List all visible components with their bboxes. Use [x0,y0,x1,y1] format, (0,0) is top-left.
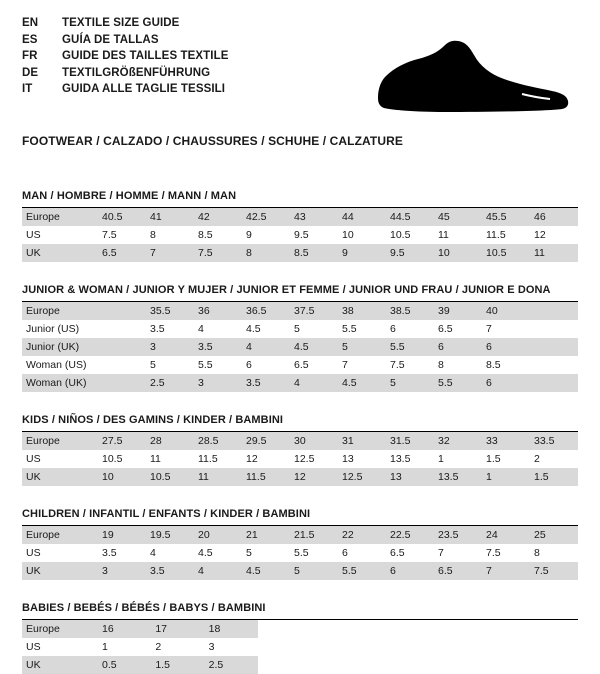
size-cell: 6 [386,562,434,580]
size-cell: 28 [146,432,194,450]
row-label: Europe [22,208,98,226]
table-row [22,338,578,356]
size-cell: 4 [194,562,242,580]
size-cell: 6.5 [98,244,146,262]
table-row [22,320,578,338]
row-label: UK [22,468,98,486]
size-cell: 44.5 [386,208,434,226]
language-title: GUIDA ALLE TAGLIE TESSILI [62,83,226,96]
table-row [22,468,578,486]
size-cell: 38.5 [386,302,434,320]
table-row [22,244,578,262]
size-cell: 36 [194,302,242,320]
table-row [22,620,258,638]
row-label: UK [22,244,98,262]
size-cell: 3 [98,562,146,580]
size-cell: 13 [342,453,354,465]
size-cell: 11 [438,229,449,241]
table-row [22,638,258,656]
size-cell: 36.5 [242,302,290,320]
size-cell: 18 [205,620,258,638]
row-label: Europe [22,620,98,638]
size-table [22,620,258,674]
size-cell: 41 [146,208,194,226]
size-cell: 6 [342,547,348,559]
size-cell: 7 [146,244,194,262]
row-label: Woman (UK) [22,374,98,392]
size-cell: 12 [534,229,546,241]
size-cell: 5 [338,338,386,356]
size-cell: 5.5 [434,374,482,392]
size-cell: 38 [338,302,386,320]
size-cell: 8.5 [198,229,213,241]
size-cell: 10 [342,229,354,241]
size-cell: 11.5 [486,229,506,241]
size-cell: 6 [390,323,396,335]
size-group-title: KIDS / NIÑOS / DES GAMINS / KINDER / BAMBINI [22,414,578,432]
size-cell: 19.5 [146,526,194,544]
language-title: GUÍA DE TALLAS [62,33,159,46]
size-cell: 8.5 [486,359,501,371]
size-cell: 3.5 [242,374,290,392]
size-cell [530,374,578,392]
size-cell: 11.5 [242,468,290,486]
row-label: US [26,453,41,465]
size-cell: 3.5 [102,547,117,559]
size-cell: 7 [486,323,492,335]
size-cell: 10 [98,468,146,486]
size-group-title: BABIES / BEBÉS / BÉBÉS / BABYS / BAMBINI [22,602,578,620]
row-label: UK [22,656,98,674]
size-cell: 23.5 [434,526,482,544]
size-cell: 19 [98,526,146,544]
row-label: Woman (US) [26,359,87,371]
size-cell: 11 [530,244,578,262]
size-cell: 5 [150,359,156,371]
size-cell: 6 [482,374,530,392]
size-cell: 21.5 [290,526,338,544]
size-cell [98,338,146,356]
size-cell: 11 [194,468,242,486]
size-cell: 6.5 [438,323,453,335]
size-cell: 42.5 [242,208,290,226]
language-row [22,16,229,32]
size-cell: 7 [342,359,348,371]
size-cell: 33 [482,432,530,450]
size-cell: 1.5 [530,468,578,486]
size-cell: 10.5 [390,229,411,241]
size-cell: 3.5 [194,338,242,356]
size-cell: 31.5 [386,432,434,450]
size-cell: 7.5 [486,547,501,559]
language-row [22,33,229,49]
size-cell: 31 [338,432,386,450]
size-cell: 8.5 [290,244,338,262]
size-cell: 5 [246,547,252,559]
size-cell: 5.5 [386,338,434,356]
size-cell: 2.5 [205,656,258,674]
size-cell: 30 [290,432,338,450]
size-cell: 2 [534,453,540,465]
size-cell [530,338,578,356]
table-row [22,526,578,544]
size-table [22,526,578,580]
size-group [22,284,578,392]
size-cell: 1.5 [486,453,501,465]
language-code: EN [22,17,39,29]
size-cell: 4.5 [198,547,213,559]
size-cell: 35.5 [146,302,194,320]
size-cell: 46 [530,208,578,226]
size-cell: 6 [434,338,482,356]
size-cell: 32 [434,432,482,450]
size-cell: 4 [242,338,290,356]
size-cell: 1 [438,453,444,465]
size-cell: 7.5 [530,562,578,580]
language-title: TEXTILE SIZE GUIDE [62,17,180,29]
size-cell: 22.5 [386,526,434,544]
size-cell: 6.5 [294,359,309,371]
size-cell: 2.5 [146,374,194,392]
size-cell: 10 [434,244,482,262]
size-group [22,508,578,580]
size-cell: 24 [482,526,530,544]
size-cell: 12.5 [294,453,315,465]
size-cell: 10.5 [482,244,530,262]
size-cell: 44 [338,208,386,226]
size-cell: 12.5 [338,468,386,486]
size-cell: 3 [146,338,194,356]
size-cell: 40 [482,302,530,320]
size-cell: 8 [242,244,290,262]
size-cell: 5 [294,323,300,335]
size-cell [530,302,578,320]
row-label: US [26,641,41,653]
language-titles [22,16,229,98]
size-cell [98,356,146,374]
size-cell: 25 [530,526,578,544]
size-cell: 6.5 [390,547,405,559]
size-cell: 10.5 [146,468,194,486]
size-cell: 40.5 [98,208,146,226]
size-cell: 45.5 [482,208,530,226]
size-cell: 39 [434,302,482,320]
table-row [22,656,258,674]
dress-shoe-icon [372,32,572,118]
size-cell: 11 [150,453,161,465]
size-cell: 6 [482,338,530,356]
row-label: US [26,229,41,241]
size-table [22,208,578,262]
size-cell: 4.5 [338,374,386,392]
size-cell: 7.5 [390,359,405,371]
size-cell: 5.5 [294,547,309,559]
size-cell: 9 [246,229,252,241]
table-row [22,226,578,244]
size-cell: 13 [386,468,434,486]
size-cell: 1 [102,641,108,653]
size-cell: 5.5 [198,359,213,371]
size-cell: 42 [194,208,242,226]
size-cell: 17 [151,620,204,638]
size-cell: 0.5 [98,656,151,674]
size-tables [22,190,578,674]
table-row [22,450,578,468]
size-cell: 4.5 [246,323,261,335]
table-row [22,562,578,580]
size-cell: 5.5 [342,323,357,335]
size-cell: 16 [98,620,151,638]
size-cell: 4 [290,374,338,392]
size-group-title: CHILDREN / INFANTIL / ENFANTS / KINDER / BAMBINI [22,508,578,526]
size-cell: 9 [338,244,386,262]
table-row [22,432,578,450]
size-cell: 12 [246,453,258,465]
size-cell: 7 [438,547,444,559]
row-label: Europe [22,432,98,450]
size-cell: 7.5 [102,229,117,241]
language-code: FR [22,50,38,63]
size-cell: 13.5 [434,468,482,486]
language-title: TEXTILGRÖßENFÜHRUNG [62,66,211,79]
size-cell: 12 [290,468,338,486]
size-cell [530,320,578,338]
size-table [22,432,578,486]
size-cell: 4.5 [242,562,290,580]
table-row [22,208,578,226]
size-cell: 6.5 [434,562,482,580]
size-cell: 4 [198,323,204,335]
language-code: ES [22,33,38,46]
language-code: DE [22,66,39,79]
size-cell: 8 [534,547,540,559]
size-cell: 3 [194,374,242,392]
size-cell: 5 [290,562,338,580]
size-cell: 1 [482,468,530,486]
size-cell: 7.5 [194,244,242,262]
row-label: US [26,547,41,559]
size-cell: 1.5 [151,656,204,674]
size-cell: 27.5 [98,432,146,450]
size-cell: 5.5 [338,562,386,580]
language-code: IT [22,83,33,96]
size-cell: 4 [150,547,156,559]
table-row [22,356,578,374]
size-cell: 8 [150,229,156,241]
size-group [22,602,578,674]
language-row [22,66,229,82]
size-cell: 3.5 [146,562,194,580]
size-cell: 33.5 [530,432,578,450]
size-cell: 21 [242,526,290,544]
size-cell: 28.5 [194,432,242,450]
size-cell: 29.5 [242,432,290,450]
page-header [22,16,578,118]
size-cell: 3 [208,641,215,653]
size-cell: 20 [194,526,242,544]
size-cell [98,374,146,392]
table-row [22,302,578,320]
size-cell: 11.5 [198,453,218,465]
row-label: UK [22,562,98,580]
size-cell: 43 [290,208,338,226]
size-cell: 9.5 [386,244,434,262]
language-row [22,82,229,98]
size-group-title: MAN / HOMBRE / HOMME / MANN / MAN [22,190,578,208]
table-row [22,374,578,392]
size-cell: 22 [338,526,386,544]
size-cell: 10.5 [102,453,123,465]
size-cell [98,320,146,338]
size-cell: 13.5 [390,453,411,465]
row-label: Junior (UK) [22,338,98,356]
size-cell: 3.5 [150,323,165,335]
size-group-title: JUNIOR & WOMAN / JUNIOR Y MUJER / JUNIOR ET FEMME / JUNIOR UND FRAU / JUNIOR E DONA [22,284,578,302]
size-cell [98,302,146,320]
size-cell [530,356,578,374]
language-row [22,49,229,65]
size-group [22,190,578,262]
language-title: GUIDE DES TAILLES TEXTILE [62,50,229,63]
row-label: Europe [22,302,98,320]
size-cell: 6 [246,359,252,371]
size-cell: 4.5 [290,338,338,356]
row-label: Europe [22,526,98,544]
size-cell: 2 [155,641,162,653]
size-group [22,414,578,486]
size-table [22,302,578,392]
size-cell: 5 [386,374,434,392]
row-label: Junior (US) [26,323,80,335]
size-cell: 45 [434,208,482,226]
table-row [22,544,578,562]
size-cell: 37.5 [290,302,338,320]
page-title: FOOTWEAR / CALZADO / CHAUSSURES / SCHUHE / CALZATURE [22,134,403,148]
size-cell: 9.5 [294,229,309,241]
size-cell: 7 [482,562,530,580]
size-cell: 8 [438,359,444,371]
